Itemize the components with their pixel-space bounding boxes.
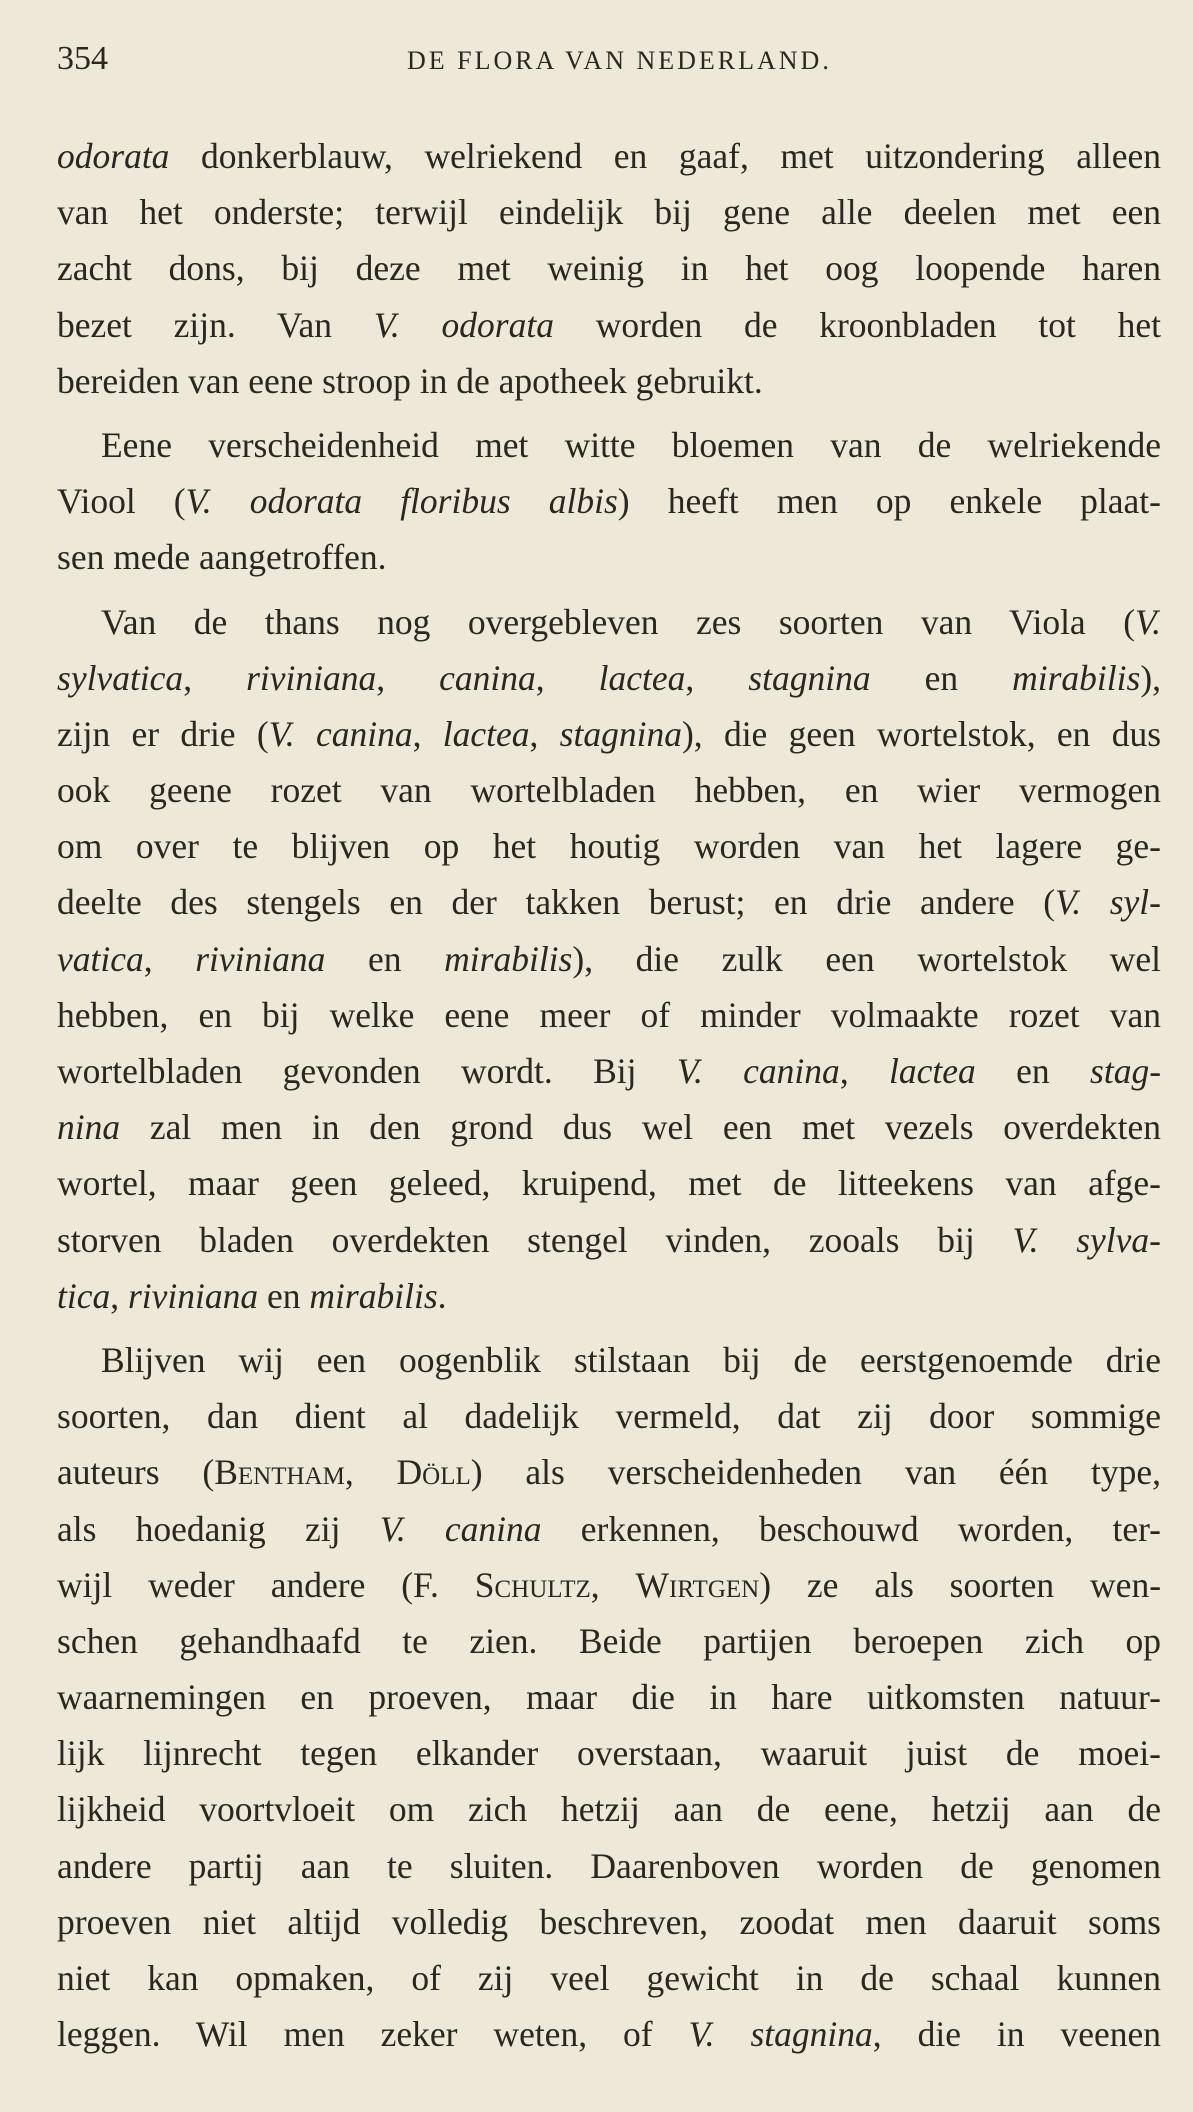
text-line xyxy=(57,1332,1161,1388)
text-segment: bereiden van eene stroop in de apotheek gebruikt. xyxy=(57,360,763,401)
text-segment: , die in veenen xyxy=(872,2014,1162,2055)
italic-text: V. syl- xyxy=(1055,882,1161,923)
text-segment: ), xyxy=(1140,657,1162,698)
text-line xyxy=(57,1838,1161,1894)
text-line xyxy=(57,1388,1161,1444)
text-segment: ), die zulk een wortelstok wel xyxy=(572,938,1161,979)
text-segment: ) heeft men op enkele plaat- xyxy=(617,481,1161,522)
italic-text: mirabilis xyxy=(309,1275,438,1316)
text-line xyxy=(57,2006,1161,2062)
text-segment: lijk lijnrecht tegen elkander overstaan, waaruit juist de moei- xyxy=(57,1733,1161,1774)
text-segment: niet kan opmaken, of zij veel gewicht in de schaal kunnen xyxy=(57,1958,1161,1998)
text-line xyxy=(57,1557,1161,1613)
text-segment: wortelbladen gevonden wordt. Bij xyxy=(57,1051,677,1091)
text-segment: worden de kroonbladen tot het xyxy=(553,304,1161,345)
text-line xyxy=(57,473,1161,529)
italic-text: vatica xyxy=(57,938,144,979)
text-segment: auteurs ( xyxy=(57,1452,215,1493)
page-header xyxy=(57,40,1161,100)
text-line xyxy=(57,1894,1161,1950)
body-text xyxy=(57,128,1161,2062)
text-line xyxy=(57,1669,1161,1725)
italic-text: lactea xyxy=(442,713,530,754)
text-segment: , xyxy=(344,1452,397,1493)
italic-text: lactea xyxy=(889,1051,976,1091)
italic-text: nina xyxy=(57,1107,121,1148)
text-segment: Blijven wij een oogenblik stilstaan bij de eerstgenoemde drie xyxy=(101,1339,1161,1380)
text-segment: van het onderste; terwijl eindelijk bij gene alle deelen met een xyxy=(57,192,1161,233)
text-segment: en xyxy=(975,1051,1091,1091)
text-line xyxy=(57,931,1161,987)
text-segment: waarnemingen en proeven, maar die in hare uitkomsten natuur- xyxy=(57,1677,1161,1718)
text-segment: , xyxy=(183,657,247,698)
text-line xyxy=(57,706,1161,762)
text-segment: erkennen, beschouwd worden, ter- xyxy=(541,1508,1162,1549)
text-line xyxy=(57,297,1161,353)
text-segment: deelte des stengels en der takken berust; en drie andere ( xyxy=(57,882,1056,923)
italic-text: lactea xyxy=(598,657,686,698)
italic-text: stagnina xyxy=(559,713,682,754)
text-segment: soorten, dan dient al dadelijk vermeld, dat zij door sommige xyxy=(57,1396,1161,1437)
text-line xyxy=(57,987,1161,1043)
text-segment: wijl weder andere (F. xyxy=(57,1564,475,1605)
text-segment: , xyxy=(590,1564,636,1605)
italic-text: riviniana xyxy=(195,938,326,979)
text-line xyxy=(57,1268,1161,1324)
text-segment: Viool ( xyxy=(57,481,186,522)
text-segment: lijkheid voortvloeit om zich hetzij aan de eene, hetzij aan de xyxy=(57,1789,1161,1830)
text-line xyxy=(57,650,1161,706)
text-line xyxy=(57,1950,1161,2006)
italic-text: V. sylva- xyxy=(1012,1219,1161,1260)
italic-text: V. odorata xyxy=(373,304,554,345)
text-segment: ) als verscheidenheden van één type, xyxy=(470,1452,1162,1493)
text-segment: storven bladen overdekten stengel vinden, zooals bij xyxy=(57,1219,1013,1260)
author-name: Bentham xyxy=(214,1452,345,1493)
italic-text: V. odorata floribus albis xyxy=(185,481,618,522)
text-segment: om over te blijven op het houtig worden van het lagere ge- xyxy=(57,826,1161,867)
text-segment: schen gehandhaafd te zien. Beide partijen beroepen zich op xyxy=(57,1620,1161,1661)
running-title: DE FLORA VAN NEDERLAND. xyxy=(407,46,832,75)
text-segment: als hoedanig zij xyxy=(57,1508,380,1549)
italic-text: V. xyxy=(1135,601,1161,642)
italic-text: stag- xyxy=(1090,1051,1162,1091)
text-segment: , xyxy=(412,713,443,754)
text-line xyxy=(57,594,1161,650)
italic-text: mirabilis xyxy=(444,938,573,979)
text-segment: ook geene rozet van wortelbladen hebben, en wier vermogen xyxy=(57,770,1161,811)
text-segment: hebben, en bij welke eene meer of minder volmaakte rozet van xyxy=(57,994,1161,1035)
italic-text: V. stagnina xyxy=(688,2014,873,2055)
author-name: Döll xyxy=(396,1452,471,1493)
italic-text: V. canina xyxy=(379,1508,542,1549)
text-line xyxy=(57,417,1161,473)
text-segment: , xyxy=(839,1051,890,1091)
text-line xyxy=(57,1099,1161,1155)
text-segment: zacht dons, bij deze met weinig in het oog loopende haren xyxy=(57,248,1161,289)
text-segment: Van de thans nog overgebleven zes soorten van Viola ( xyxy=(101,601,1136,642)
text-segment: zal men in den grond dus wel een met vezels overdekten xyxy=(120,1107,1161,1148)
page-number: 354 xyxy=(57,40,108,77)
italic-text: canina xyxy=(439,657,536,698)
text-line xyxy=(57,240,1161,296)
text-segment: andere partij aan te sluiten. Daarenboven worden de genomen xyxy=(57,1845,1161,1886)
text-line xyxy=(57,1155,1161,1211)
italic-text: V. canina xyxy=(676,1051,840,1091)
text-segment: ) ze als soorten wen- xyxy=(759,1564,1162,1605)
text-line xyxy=(57,529,1161,585)
italic-text: tica xyxy=(57,1275,111,1316)
text-segment: en xyxy=(325,938,445,979)
text-segment: , xyxy=(529,713,560,754)
text-segment: , xyxy=(376,657,440,698)
text-line xyxy=(57,1212,1161,1268)
text-segment: bezet zijn. Van xyxy=(57,304,374,345)
italic-text: V. canina xyxy=(268,713,413,754)
text-segment: sen mede aangetroffen. xyxy=(57,537,387,578)
italic-text: odorata xyxy=(57,136,170,176)
text-segment: zijn er drie ( xyxy=(57,713,269,754)
text-line xyxy=(57,1043,1161,1099)
text-segment: leggen. Wil men zeker weten, of xyxy=(57,2014,689,2055)
text-segment: , xyxy=(685,657,749,698)
author-name: Schultz xyxy=(474,1564,591,1605)
text-segment: en xyxy=(258,1275,310,1316)
text-line xyxy=(57,1613,1161,1669)
text-segment: . xyxy=(437,1275,447,1316)
text-segment: donkerblauw, welriekend en gaaf, met uitzondering alleen xyxy=(169,136,1161,176)
text-segment: proeven niet altijd volledig beschreven, zoodat men daaruit soms xyxy=(57,1901,1161,1942)
text-segment: , xyxy=(110,1275,128,1316)
italic-text: stagnina xyxy=(748,657,871,698)
text-line xyxy=(57,1444,1161,1500)
text-segment: , xyxy=(535,657,599,698)
text-line xyxy=(57,1725,1161,1781)
text-line xyxy=(57,184,1161,240)
text-line xyxy=(57,353,1161,409)
italic-text: sylvatica xyxy=(57,657,184,698)
italic-text: riviniana xyxy=(246,657,377,698)
italic-text: mirabilis xyxy=(1012,657,1141,698)
text-line xyxy=(57,762,1161,818)
text-line xyxy=(57,818,1161,874)
italic-text: riviniana xyxy=(127,1275,259,1316)
author-name: Wirtgen xyxy=(635,1564,760,1605)
text-line xyxy=(57,874,1161,930)
text-line xyxy=(57,1781,1161,1837)
text-segment: ), die geen wortelstok, en dus xyxy=(681,713,1162,754)
text-segment: Eene verscheidenheid met witte bloemen van de welriekende xyxy=(101,424,1161,465)
text-segment: , xyxy=(143,938,196,979)
text-line xyxy=(57,128,1161,184)
text-segment: wortel, maar geen geleed, kruipend, met de litteekens van afge- xyxy=(57,1163,1161,1204)
text-segment: en xyxy=(870,657,1013,698)
text-line xyxy=(57,1501,1161,1557)
